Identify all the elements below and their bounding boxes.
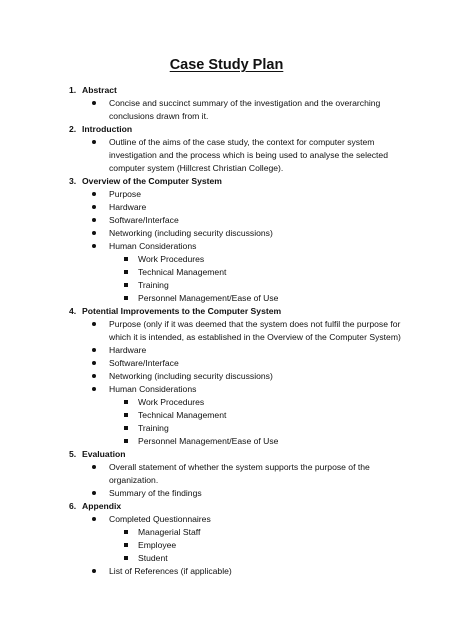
square-bullet-icon [124,270,128,274]
list-item-text: Human Considerations [109,241,197,251]
list-item-text: Human Considerations [109,384,197,394]
bullet-icon [92,322,96,326]
list-item-text: Hardware [109,202,147,212]
bullet-icon [92,231,96,235]
section-number: 1. [69,85,77,95]
list-item-text: Purpose [109,189,142,199]
section-title: Appendix [82,501,122,511]
list-item-text: Purpose (only if it was deemed that the system does not fulfil the purpose for [109,319,401,329]
bullet-icon [92,517,96,521]
section-title: Abstract [82,85,117,95]
list-item-text: Overall statement of whether the system supports the purpose of the [109,462,370,472]
sub-list-item-text: Personnel Management/Ease of Use [138,293,279,303]
bullet-icon [92,192,96,196]
bullet-icon [92,387,96,391]
sub-list-item-text: Personnel Management/Ease of Use [138,436,279,446]
square-bullet-icon [124,257,128,261]
sub-list-item-text: Technical Management [138,267,227,277]
square-bullet-icon [124,543,128,547]
list-item-text: Software/Interface [109,358,179,368]
square-bullet-icon [124,413,128,417]
sub-list-item-text: Employee [138,540,177,550]
list-item-text: organization. [109,475,159,485]
section-number: 2. [69,124,77,134]
list-item-text: conclusions drawn from it. [109,111,209,121]
list-item-text: List of References (if applicable) [109,566,232,576]
sub-list-item-text: Work Procedures [138,254,205,264]
list-item-text: Concise and succinct summary of the investigation and the overarching [109,98,381,108]
section-title: Evaluation [82,449,126,459]
list-item-text: Outline of the aims of the case study, the context for computer system [109,137,375,147]
bullet-icon [92,244,96,248]
bullet-icon [92,361,96,365]
bullet-icon [92,569,96,573]
square-bullet-icon [124,283,128,287]
bullet-icon [92,374,96,378]
list-item-text: Summary of the findings [109,488,202,498]
bullet-icon [92,218,96,222]
square-bullet-icon [124,556,128,560]
section-title: Potential Improvements to the Computer System [82,306,282,316]
sub-list-item-text: Training [138,280,169,290]
section-number: 3. [69,176,77,186]
square-bullet-icon [124,439,128,443]
square-bullet-icon [124,296,128,300]
sub-list-item-text: Training [138,423,169,433]
list-item-text: which it is intended, as established in the Overview of the Computer System) [109,332,401,342]
sub-list-item-text: Technical Management [138,410,227,420]
bullet-icon [92,205,96,209]
bullet-icon [92,348,96,352]
list-item-text: Completed Questionnaires [109,514,211,524]
sub-list-item-text: Work Procedures [138,397,205,407]
sub-list-item-text: Student [138,553,168,563]
list-item-text: Hardware [109,345,147,355]
bullet-icon [92,140,96,144]
section-title: Introduction [82,124,133,134]
square-bullet-icon [124,530,128,534]
section-number: 6. [69,501,77,511]
document-title: Case Study Plan [169,57,284,73]
section-title: Overview of the Computer System [82,176,222,186]
bullet-icon [92,491,96,495]
list-item-text: Networking (including security discussions) [109,371,273,381]
list-item-text: computer system (Hillcrest Christian College). [109,163,284,173]
section-number: 5. [69,449,77,459]
section-number: 4. [69,306,77,316]
square-bullet-icon [124,426,128,430]
square-bullet-icon [124,400,128,404]
bullet-icon [92,101,96,105]
list-item-text: Networking (including security discussions) [109,228,273,238]
list-item-text: Software/Interface [109,215,179,225]
bullet-icon [92,465,96,469]
list-item-text: investigation and the process which is being used to analyse the selected [109,150,388,160]
sub-list-item-text: Managerial Staff [138,527,201,537]
